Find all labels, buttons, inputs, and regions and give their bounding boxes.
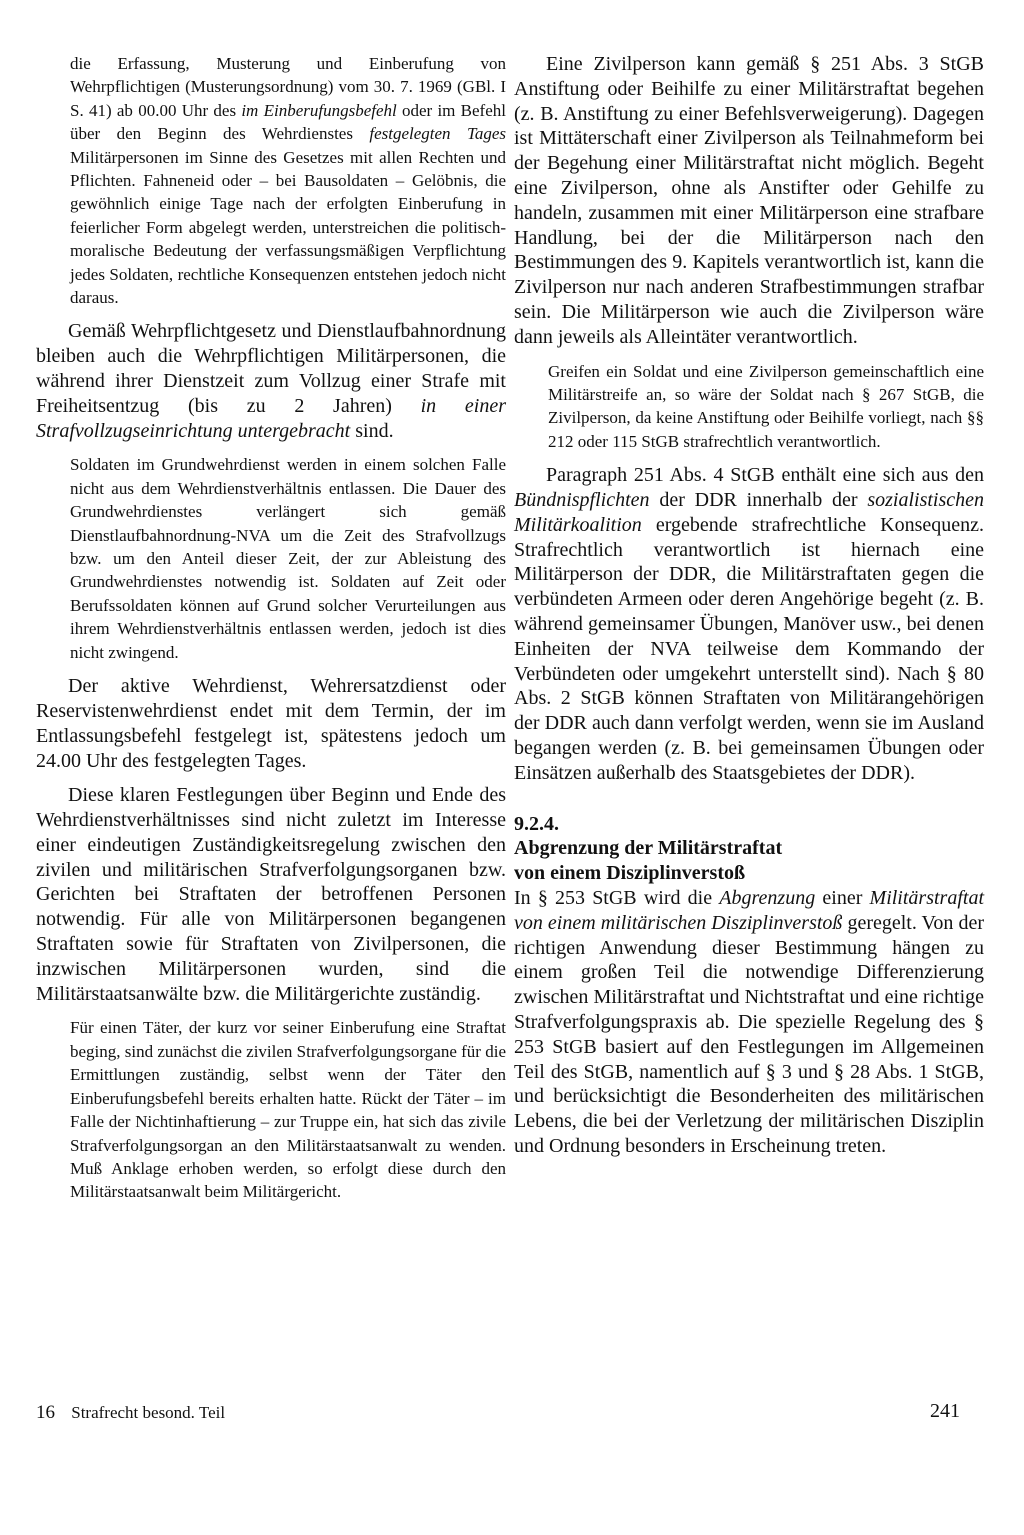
emphasis-text: festgelegten Tages xyxy=(369,124,507,144)
body-paragraph xyxy=(36,674,506,773)
emphasis-text: Militärstraftat von einem militärischen Disziplinverstoß xyxy=(514,886,984,934)
example-paragraph xyxy=(36,453,506,664)
section-title-line-2: von einem Disziplinverstoß xyxy=(514,862,746,885)
paragraph-text: Greifen ein Soldat und eine Zivilperson gemeinschaftlich eine Militärstreife an, so wäre der Soldat nach § 267 StGB, die Zivilperson, da keine Anstiftung oder Beihilfe vorliegt, nach §§ 212 oder 115 StGB strafrechtlich verantwortlich. xyxy=(548,361,984,451)
emphasis-text: sozialistischen Militärkoalition xyxy=(514,488,984,536)
signature-number: 16 xyxy=(36,1402,55,1423)
paragraph-text: sind. xyxy=(350,419,394,442)
paragraph-text: Diese klaren Festlegungen über Beginn und Ende des Wehrdienstverhältnisses sind nicht zuletzt im Interesse einer eindeutigen Zuständigkeitsregelung zwischen den zivilen und militärischen Strafverfolgungsorganen bzw. Gerichten bei Straftaten der betroffenen Personen notwendig. Für alle von Militärpersonen begangenen Straftaten sowie für Straftaten von Zivilpersonen, die inzwischen Militärpersonen wurden, sind die Militärstaatsanwälte bzw. die Militärgerichte zuständig. xyxy=(36,784,506,1005)
body-paragraph xyxy=(36,319,506,443)
section-number: 9.2.4. xyxy=(514,812,559,835)
body-paragraph xyxy=(514,52,984,350)
emphasis-text: in einer Strafvollzugseinrichtung untergebracht xyxy=(36,394,506,442)
left-column xyxy=(36,52,506,1214)
section-9-2-4 xyxy=(514,812,984,1159)
paragraph-text: Der aktive Wehrdienst, Wehrersatzdienst oder Reservistenwehrdienst endet mit dem Termin, der im Entlassungsbefehl festgelegt ist, spätestens jedoch um 24.00 Uhr des festgelegten Tages. xyxy=(36,675,506,772)
body-paragraph xyxy=(36,783,506,1006)
right-column xyxy=(514,52,984,1169)
section-body xyxy=(514,886,984,1159)
emphasis-text: Bündnispflichten xyxy=(514,488,650,511)
paragraph-text: Eine Zivilperson kann gemäß § 251 Abs. 3 StGB Anstiftung oder Beihilfe zu einer Militärstraftat begehen (z. B. Anstiftung zu einer Befehlsverweigerung). Dagegen ist Mittäterschaft einer Zivilperson als Teilnahmeform bei der Begehung einer Militärstraftat nicht möglich. Begeht eine Zivilperson, ohne als Anstifter oder Gehilfe zu handeln, zusammen mit einer Militärperson eine strafbare Handlung, bei der die Militärperson nach den Bestimmungen des 9. Kapitels verantwortlich ist, kann die Zivilperson nur nach anderen Strafbestimmungen strafbar sein. Die Militärperson wie auch die Zivilperson wäre dann jeweils als Alleintäter verantwortlich. xyxy=(514,53,984,348)
section-title-line-1: Abgrenzung der Militärstraftat xyxy=(514,837,783,860)
paragraph-text: Für einen Täter, der kurz vor seiner Einberufung eine Straftat beging, sind zunächst die zivilen Strafverfolgungsorgane für die Ermittlungen zuständig, selbst wenn der Täter den Einberufungsbefehl bereits erhalten hatte. Rückt der Täter – im Falle der Nichtinhaftierung – zur Truppe ein, hat sich das zivile Strafverfolgungsorgan an den Militärstaatsanwalt zu wenden. Muß Anklage erhoben werden, so erfolgt diese durch den Militärstaatsanwalt beim Militärgericht. xyxy=(70,1018,506,1202)
paragraph-text: Militärpersonen im Sinne des Gesetzes mit allen Rechten und Pflichten. Fahneneid oder – bei Bausoldaten – Gelöbnis, die gewöhnlich einige Tage nach der erfolgten Einberufung in feierlicher Form abgelegt werden, unterstreichen die politisch-moralische Bedeutung der verfassungsmäßigen Verpflichtung jedes Soldaten, rechtliche Konsequenzen entstehen jedoch nicht daraus. xyxy=(70,147,506,308)
example-paragraph xyxy=(514,360,984,454)
emphasis-text: im Einberufungsbefehl xyxy=(241,100,397,120)
paragraph-text: die Erfassung, Musterung und Einberufung von Wehrpflichtigen (Musterungsordnung) vom 30. 7. 1969 (GBl. I S. 41) ab 00.00 Uhr des xyxy=(70,54,506,120)
emphasis-text: Abgrenzung xyxy=(719,886,816,909)
paragraph-text: der DDR innerhalb der xyxy=(649,488,868,511)
right-column-paragraphs xyxy=(514,52,984,786)
page-number: 241 xyxy=(930,1400,960,1422)
paragraph-text: In § 253 StGB wird die xyxy=(514,886,720,909)
paragraph-text: Soldaten im Grundwehrdienst werden in einem solchen Falle nicht aus dem Wehrdienstverhältnis entlassen. Die Dauer des Grundwehrdienstes verlängert sich gemäß Dienstlaufbahnordnung-NVA um die Zeit des Strafvollzugs bzw. um den Anteil dieser Zeit, der zur Ableistung des Grundwehrdienstes notwendig ist. Soldaten auf Zeit oder Berufssoldaten können auf Grund solcher Verurteilungen aus ihrem Wehrdienstverhältnis entlassen werden, jedoch ist dies nicht zwingend. xyxy=(70,455,506,662)
print-signature xyxy=(36,1402,225,1424)
example-paragraph xyxy=(36,52,506,309)
paragraph-text: einer xyxy=(815,886,870,909)
paragraph-text: ergebende strafrechtliche Konsequenz. Strafrechtlich verantwortlich ist hiernach eine Militärperson der DDR, die Militärstraftaten gegen die verbündeten Armeen oder deren Angehörige begeht (z. B. während gemeinsamer Übungen, Manöver usw., bei denen Einheiten der NVA teilweise dem Kommando der Verbündeten oder umgekehrt unterstellt sind). Nach § 80 Abs. 2 StGB können Straftaten von Militärangehörigen der DDR auch dann verfolgt werden, wenn sie im Ausland begangen werden (z. B. bei gemeinsamen Übungen oder Einsätzen außerhalb des Staatsgebietes der DDR). xyxy=(514,513,984,784)
example-paragraph xyxy=(36,1016,506,1203)
paragraph-text: geregelt. Von der richtigen Anwendung dieser Bestimmung hängen zu einem großen Teil die notwendige Differenzierung zwischen Militärstraftat und Nichtstraftat und eine richtige Strafverfolgungspraxis ab. Die spezielle Regelung des § 253 StGB basiert auf den Festlegungen im Allgemeinen Teil des StGB, namentlich auf § 3 und § 28 Abs. 1 StGB, und berücksichtigt die Besonderheiten des militärischen Lebens, die bei der Verletzung der militärischen Disziplin und Ordnung besonders in Erscheinung treten. xyxy=(514,911,984,1157)
paragraph-text: oder im Befehl über den Beginn des Wehrdienstes xyxy=(70,100,506,144)
body-paragraph xyxy=(514,463,984,785)
paragraph-text: Gemäß Wehrpflichtgesetz und Dienstlaufbahnordnung bleiben auch die Wehrpflichtigen Militärpersonen, die während ihrer Dienstzeit zum Vollzug einer Strafe mit Freiheitsentzug (bis zu 2 Jahren) xyxy=(36,320,506,417)
paragraph-text: Paragraph 251 Abs. 4 StGB enthält eine sich aus den xyxy=(546,464,984,487)
signature-text: Strafrecht besond. Teil xyxy=(71,1403,226,1422)
